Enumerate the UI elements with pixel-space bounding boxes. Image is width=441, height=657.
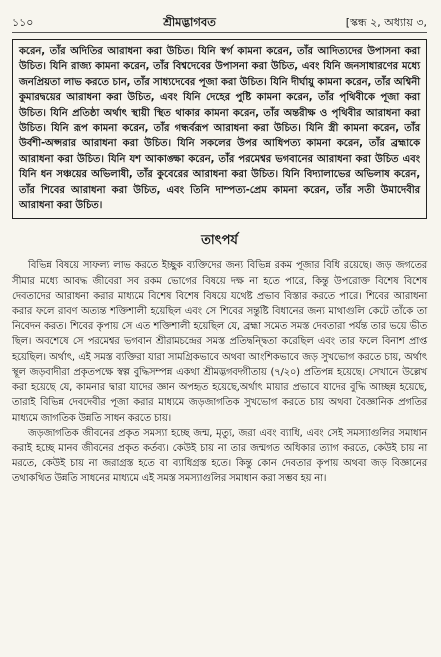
purport-paragraph-2: জড়জাগতিক জীবনের প্রকৃত সমস্যা হচ্ছে জন্ম, মৃত্যু, জরা এবং ব্যাধি, এবং সেই সমস্যাগুলির সমাধান করাই হচ্ছে মানব জীবনের প্রকৃত কর্তব্য। কেউই চায় না তার জন্মগত অধিকার ত্যাগ করতে, কেউই চায় না মরতে, কেউই চায় না জরাগ্রস্ত হতে বা ব্যাধিগ্রস্ত হতে। কিন্তু কোন দেবতার কৃপায় অথবা জড় বিজ্ঞানের তথাকথিত উন্নতি সাধনের মাধ্যমে এই সমস্ত সমস্যাগুলির সমাধান করা সম্ভব হয় না।: [12, 427, 427, 485]
purport-title: তাৎপর্য: [201, 233, 238, 249]
page-number: ১১০: [12, 16, 34, 29]
purport-paragraph-1: বিভিন্ন বিষয়ে সাফল্য লাভ করতে ইচ্ছুক ব্যক্তিদের জন্য বিভিন্ন রকম পূজার বিধি রয়েছে। জড় জগতের সীমার মধ্যে আবদ্ধ জীবেরা সব রকম ভোগের বিষয়ে দক্ষ না হতে পারে, কিন্তু উপরোক্ত বিশেষ বিশেষ দেবতাদের আরাধনা করার মাধ্যমে বিশেষ বিশেষ বিষয়ে যথেষ্ট প্রভাব বিস্তার করতে পারে। শিবের আরাধনা করার ফলে রাবণ অত্যন্ত শক্তিশালী হয়েছিল এবং সে শিবের সন্তুষ্টি বিধানের জন্য মাথাগুলি কেটে তাঁকে তা নিবেদন করত। শিবের কৃপায় সে এত শক্তিশালী হয়েছিল যে, ব্রহ্মা সমেত সমস্ত দেবতারা পর্যন্ত তার ভয়ে ভীত ছিল। অবশেষে সে পরমেশ্বর ভগবান শ্রীরামচন্দ্রের সমস্ত প্রতিদ্বন্দ্বিতা করেছিল এবং তার ফলে বিনাশ প্রাপ্ত হয়েছিল। অর্থাৎ, এই সমস্ত ব্যক্তিরা যারা সামগ্রিকভাবে অথবা আংশিকভাবে জড় সুখভোগ করতে চায়, অর্থাৎ স্থূল জড়বাদীরা প্রকৃতপক্ষে স্বল্প বুদ্ধিসম্পন্ন একথা শ্রীমদ্ভগবদ্গীতায় (৭/২০) প্রতিপন্ন হয়েছে। সেখানে উল্লেখ করা হয়েছে যে, কামনার দ্বারা যাদের জ্ঞান অপহৃত হয়েছে,অর্থাৎ মায়ার প্রভাবে যাদের বুদ্ধি আচ্ছন্ন হয়েছে, তারাই বিভিন্ন দেবদেবীর পূজা করার মাধ্যমে জড়জাগতিক সুখভোগ করতে চায় অথবা বৈজ্ঞানিক প্রগতির মাধ্যমে জাগতিক উন্নতি সাধন করতে চায়।: [12, 260, 427, 424]
translation-text: করেন, তাঁর অদিতির আরাধনা করা উচিত। যিনি স্বর্গ কামনা করেন, তাঁর আদিত্যদের উপাসনা করা উচিত। যিনি রাজ্য কামনা করেন, তাঁর বিশ্বদেবের উপাসনা করা উচিত, এবং যিনি জনসাধারণের মধ্যে জনপ্রিয়তা লাভ করতে চান, তাঁর সাধ্যদেবের পূজা করা উচিত। যিনি দীর্ঘায়ু কামনা করেন, তাঁর অশ্বিনী কুমারদ্বয়ের আরাধনা করা উচিত, এবং যিনি দেহের পুষ্টি কামনা করেন, তাঁর পৃথিবীকে পূজা করা উচিত। যিনি প্রতিষ্ঠা অর্থাৎ স্থায়ী স্থিত থাকার কামনা করেন, তাঁর অন্তরীক্ষ ও পৃথিবীর আরাধনা করা উচিত। যিনি রূপ কামনা করেন, তাঁর গন্ধর্বরূপ আরাধনা করা উচিত। যিনি স্ত্রী কামনা করেন, তাঁর উর্বশী-অপ্সরার আরাধনা করা উচিত। যিনি সকলের উপর আধিপত্য কামনা করেন, তাঁর ব্রহ্মাকে আরাধনা করা উচিত। যিনি যশ আকাঙ্ক্ষা করেন, তাঁর পরমেশ্বর ভগবানের আরাধনা করা উচিত এবং যিনি ধন সঞ্চয়ের অভিলাষী, তাঁর কুবেরের আরাধনা করা উচিত। যিনি বিদ্যালাভের অভিলাষ করেন, তাঁর শিবের আরাধনা করা উচিত, এবং তিনি দাম্পত্য-প্রেম কামনা করেন, তাঁর সতী উমাদেবীর আরাধনা করা উচিত।: [19, 46, 420, 212]
translation-box: [12, 39, 427, 219]
page-header: [12, 14, 427, 33]
page: [12, 14, 427, 487]
book-title: শ্রীমদ্ভাগবত: [163, 15, 216, 29]
section-reference: [স্কন্ধ ২, অধ্যায় ৩,: [345, 16, 427, 29]
purport-body: [12, 258, 427, 486]
